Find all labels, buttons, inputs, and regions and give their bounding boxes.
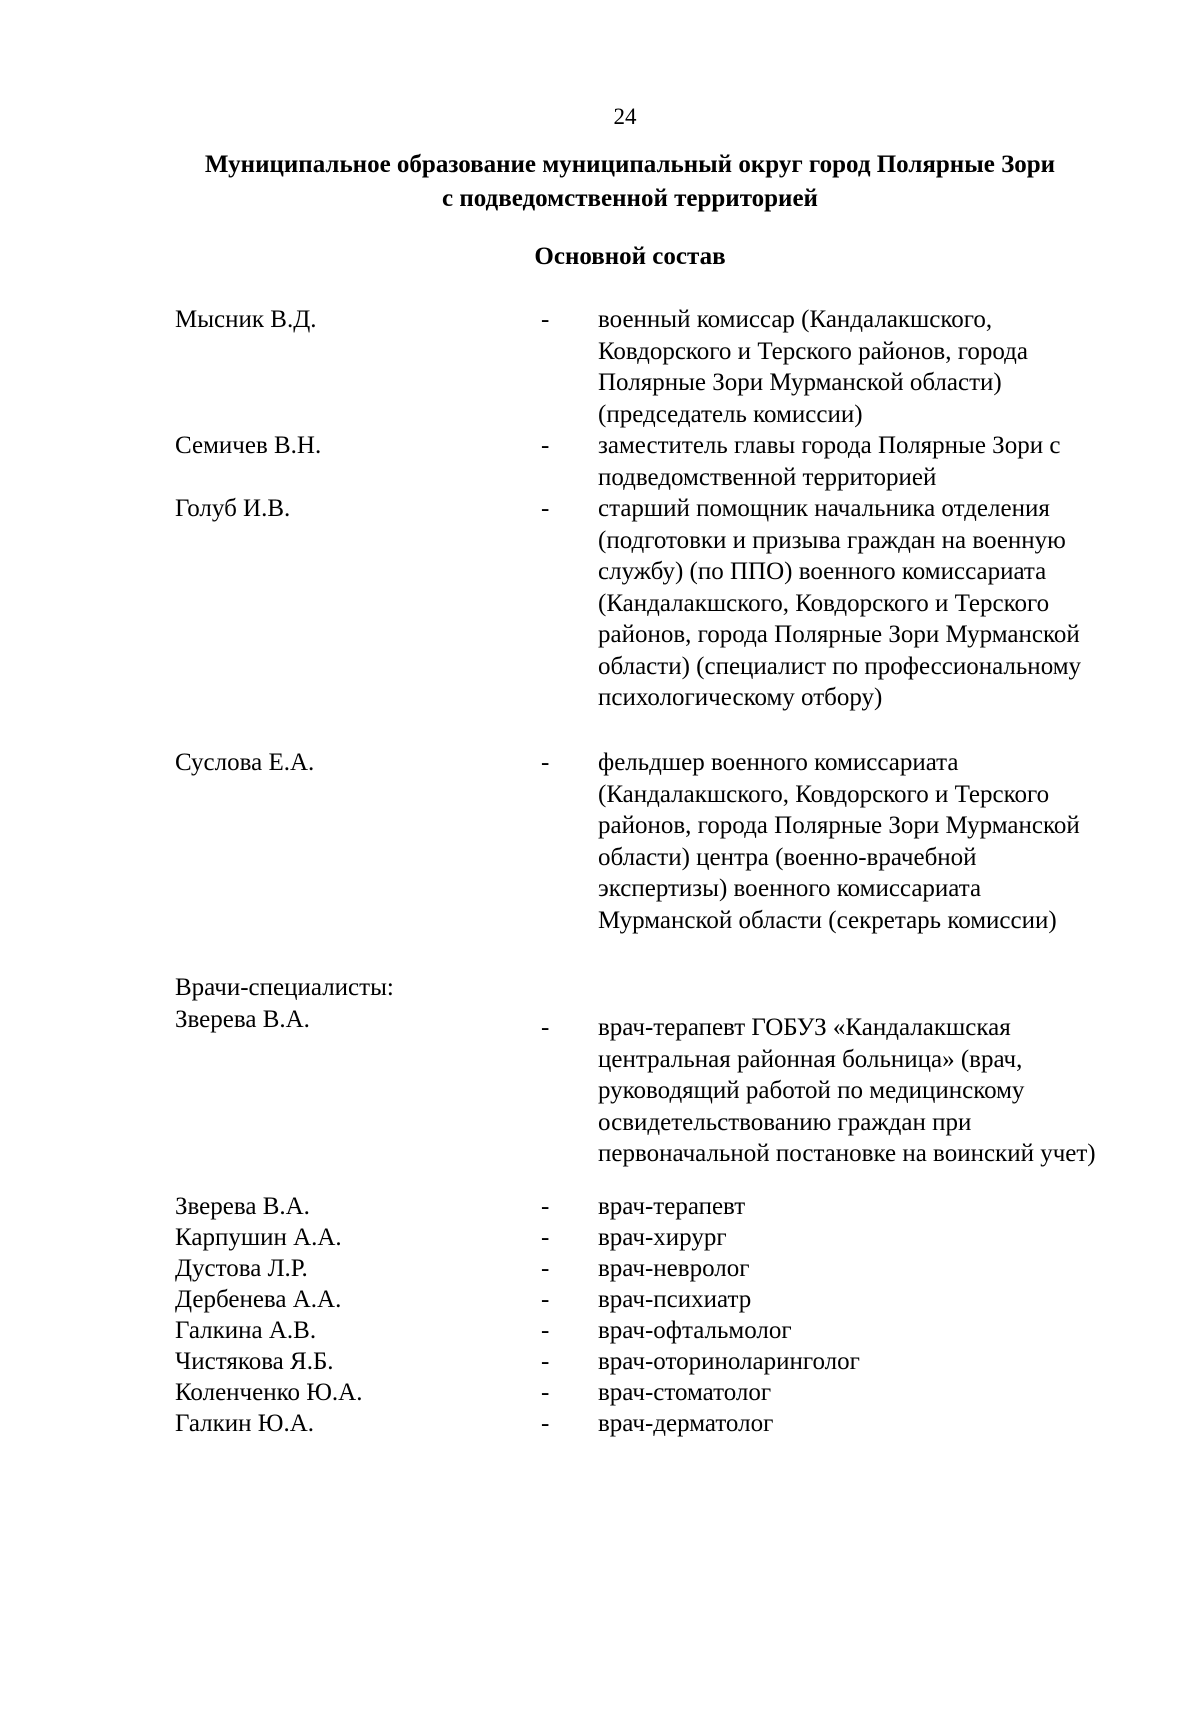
title-line-2: с подведомственной территорией [442, 185, 818, 212]
doctor-name: Коленченко Ю.А. [175, 1379, 363, 1406]
page-number: 24 [613, 104, 637, 129]
doctor-name: Зверева В.А. [175, 1006, 310, 1033]
document-title [150, 148, 1110, 216]
separator-dash: - [541, 1014, 550, 1041]
doctor-role: врач-дерматолог [598, 1410, 774, 1437]
title-line-1: Муниципальное образование муниципальный округ город Полярные Зори [204, 151, 1056, 178]
separator-dash: - [541, 1348, 550, 1375]
doctor-role: врач-терапевт ГОБУЗ «Кандалакшская центральная районная больница» (врач, руководящий работой по медицинскому освидетельствованию граждан при первоначальной постановке на воинский учет) [598, 1014, 1096, 1167]
separator-dash: - [541, 1410, 550, 1437]
separator-dash: - [541, 1224, 550, 1251]
separator-dash: - [541, 432, 550, 459]
separator-dash: - [541, 749, 550, 776]
member-name: Голуб И.В. [175, 495, 291, 522]
member-role: фельдшер военного комиссариата (Кандалакшского, Ковдорского и Терского районов, города Полярные Зори Мурманской области) центра (военно-врачебной экспертизы) военного комиссариата Мурманской области (секретарь комиссии) [598, 749, 1080, 934]
doctor-role: врач-хирург [598, 1224, 727, 1251]
member-role: военный комиссар (Кандалакшского, Ковдорского и Терского районов, города Полярные Зори Мурманской области) (председатель комиссии) [598, 306, 1028, 428]
doctor-role: врач-невролог [598, 1255, 750, 1282]
separator-dash: - [541, 1317, 550, 1344]
member-role: старший помощник начальника отделения (подготовки и призыва граждан на военную службу) (по ППО) военного комиссариата (Кандалакшского, Ковдорского и Терского районов, города Полярные Зори Мурманской области) (специалист по профессиональному психологическому отбору) [598, 495, 1082, 711]
doctor-name: Карпушин А.А. [175, 1224, 342, 1251]
doctor-name: Зверева В.А. [175, 1193, 310, 1220]
member-name: Мысник В.Д. [175, 306, 317, 333]
separator-dash: - [541, 1255, 550, 1282]
doctors-label: Врачи-специалисты: [175, 974, 394, 1001]
doctor-role: врач-стоматолог [598, 1379, 772, 1406]
separator-dash: - [541, 1193, 550, 1220]
section-subtitle: Основной состав [534, 243, 726, 270]
separator-dash: - [541, 495, 550, 522]
member-name: Суслова Е.А. [175, 749, 315, 776]
member-name: Семичев В.Н. [175, 432, 322, 459]
doctor-role: врач-психиатр [598, 1286, 752, 1313]
doctor-name: Дербенева А.А. [175, 1286, 342, 1313]
doctor-role: врач-оториноларинголог [598, 1348, 860, 1375]
separator-dash: - [541, 306, 550, 333]
member-role: заместитель главы города Полярные Зори с подведомственной территорией [598, 432, 1061, 491]
doctor-name: Дустова Л.Р. [175, 1255, 308, 1282]
doctor-role: врач-офтальмолог [598, 1317, 792, 1344]
separator-dash: - [541, 1379, 550, 1406]
separator-dash: - [541, 1286, 550, 1313]
doctor-role: врач-терапевт [598, 1193, 746, 1220]
doctor-name: Галкин Ю.А. [175, 1410, 315, 1437]
doctor-name: Чистякова Я.Б. [175, 1348, 334, 1375]
doctor-name: Галкина А.В. [175, 1317, 317, 1344]
